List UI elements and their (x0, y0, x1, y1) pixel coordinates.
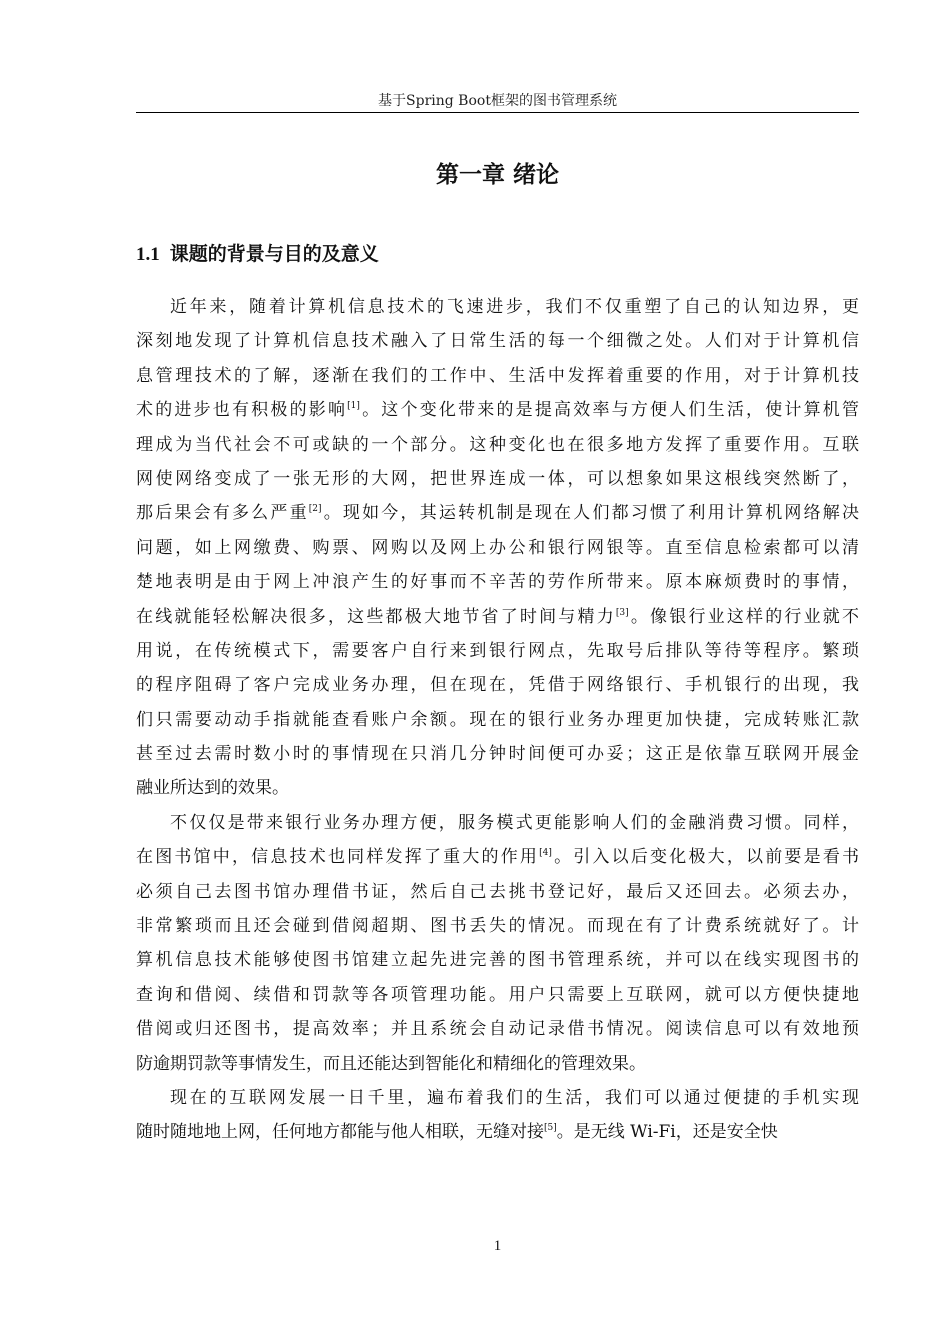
line-text: 融业所达到的效果。 (136, 778, 289, 799)
section-title: 课题的背景与目的及意义 (169, 243, 379, 265)
line-text: 近年来，随着计算机信息技术的飞速进步，我们不仅重塑了自己的认知边界，更 (170, 297, 859, 317)
line-text: 在线就能轻松解决很多，这些都极大地节省了时间与精力 (136, 606, 616, 627)
line-text: 不仅仅是带来银行业务办理方便，服务模式更能影响人们的金融消费习惯。同样， (170, 812, 859, 833)
text-line (136, 290, 859, 324)
line-text: 。现如今，其运转机制是现在人们都习惯了利用计算机网络解决 (321, 503, 860, 524)
running-header: 基于Spring Boot框架的图书管理系统 (378, 93, 617, 109)
text-line (136, 806, 859, 840)
line-text: 。像银行业这样的行业就不 (628, 606, 860, 627)
line-text: 。引入以后变化极大，以前要是看书 (551, 847, 860, 868)
text-line (136, 668, 859, 702)
citation: [4] (539, 848, 552, 859)
line-text: 算机信息技术能够使图书馆建立起先进完善的图书管理系统，并可以在线实现图书的 (136, 950, 859, 971)
text-line (136, 1012, 859, 1046)
text-line (136, 393, 859, 427)
text-line (136, 359, 859, 393)
paragraph (136, 290, 859, 806)
line-text: 楚地表明是由于网上冲浪产生的好事而不辛苦的劳作所带来。原本麻烦费时的事情， (136, 572, 859, 593)
line-text: 网使网络变成了一张无形的大网，把世界连成一体，可以想象如果这根线突然断了， (136, 468, 859, 489)
text-line (136, 737, 859, 771)
citation: [2] (308, 504, 322, 515)
text-line (136, 634, 859, 668)
text-line (136, 565, 859, 599)
paragraph (136, 1081, 859, 1150)
text-line (136, 771, 859, 805)
text-line (136, 943, 859, 977)
line-text: 息管理技术的了解，逐渐在我们的工作中、生活中发挥着重要的作用，对于计算机技 (136, 365, 859, 386)
line-text: 那后果会有多么严重 (136, 503, 309, 524)
text-line (136, 324, 859, 358)
paragraph (136, 806, 859, 1081)
line-text: 深刻地发现了计算机信息技术融入了日常生活的每一个细微之处。人们对于计算机信 (136, 331, 859, 352)
line-text: 们只需要动动手指就能查看账户余额。现在的银行业务办理更加快捷，完成转账汇款 (136, 709, 859, 730)
line-text: 。这个变化带来的是提高效率与方便人们生活，使计算机管 (359, 400, 859, 421)
line-text: 现在的互联网发展一日千里，遍布着我们的生活，我们可以通过便捷的手机实现 (170, 1087, 859, 1108)
line-text: 的程序阻碍了客户完成业务办理，但在现在，凭借于网络银行、手机银行的出现，我 (136, 675, 859, 696)
chapter-title: 第一章 绪论 (435, 162, 559, 188)
line-text: 借阅或归还图书，提高效率；并且系统会自动记录借书情况。阅读信息可以有效地预 (136, 1019, 859, 1040)
line-text: 用说，在传统模式下，需要客户自行来到银行网点，先取号后排队等待等程序。繁琐 (136, 640, 859, 661)
text-line (136, 1115, 859, 1149)
citation: [1] (347, 401, 360, 412)
text-line (136, 462, 859, 496)
text-line (136, 1047, 859, 1081)
header-rule (136, 112, 859, 113)
citation: [5] (544, 1123, 557, 1134)
text-line (136, 909, 859, 943)
text-line (136, 978, 859, 1012)
line-text: 理成为当代社会不可或缺的一个部分。这种变化也在很多地方发挥了重要作用。互联 (136, 434, 859, 455)
text-line (136, 428, 859, 462)
text-line (136, 496, 859, 530)
line-text: 在图书馆中，信息技术也同样发挥了重大的作用 (136, 847, 540, 868)
line-text: 非常繁琐而且还会碰到借阅超期、图书丢失的情况。而现在有了计费系统就好了。计 (136, 916, 859, 937)
body-text (136, 290, 859, 1150)
line-text: 问题，如上网缴费、购票、网购以及网上办公和银行网银等。直至信息检索都可以清 (136, 537, 859, 558)
section-number: 1.1 (136, 244, 160, 265)
line-text: 术的进步也有积极的影响 (136, 400, 348, 421)
text-line (136, 600, 859, 634)
text-line (136, 1081, 859, 1115)
line-text: 防逾期罚款等事情发生，而且还能达到智能化和精细化的管理效果。 (136, 1053, 646, 1074)
text-line (136, 703, 859, 737)
line-text: 查询和借阅、续借和罚款等各项管理功能。用户只需要上互联网，就可以方便快捷地 (136, 984, 859, 1005)
text-line (136, 840, 859, 874)
line-text: 必须自己去图书馆办理借书证，然后自己去挑书登记好，最后又还回去。必须去办， (136, 881, 859, 902)
page-number: 1 (493, 1238, 502, 1254)
line-text: 甚至过去需时数小时的事情现在只消几分钟时间便可办妥；这正是依靠互联网开展金 (136, 744, 859, 765)
text-line (136, 531, 859, 565)
line-text: 。是无线 Wi-Fi，还是安全快 (556, 1122, 778, 1143)
line-text: 随时随地地上网，任何地方都能与他人相联，无缝对接 (136, 1122, 544, 1143)
section-heading (136, 240, 379, 269)
citation: [3] (615, 607, 629, 618)
text-line (136, 875, 859, 909)
